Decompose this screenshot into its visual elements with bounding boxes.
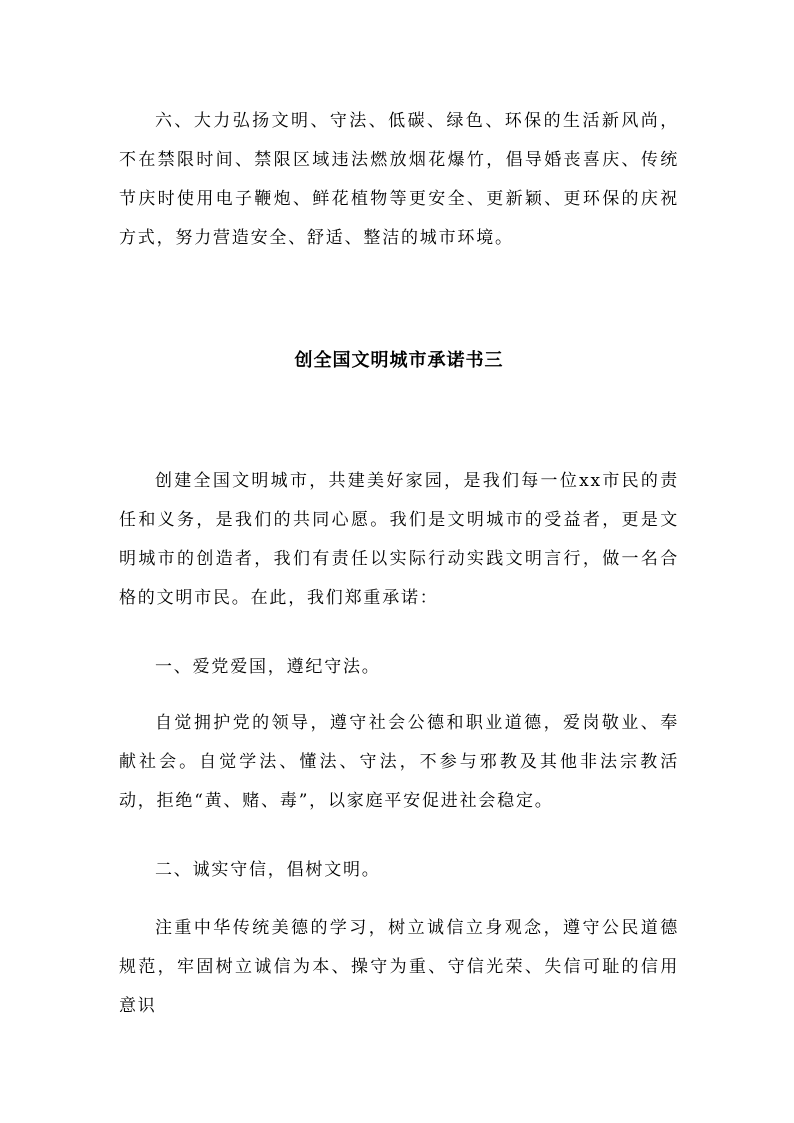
document-title: 创全国文明城市承诺书三: [294, 350, 504, 371]
section-two-heading: 二、诚实守信，倡树文明。: [155, 860, 381, 880]
section-two-body: 注重中华传统美德的学习，树立诚信立身观念，遵守公民道德规范，牢固树立诚信为本、操守为重、守信光荣、失信可耻的信用意识: [119, 918, 679, 1016]
section-one-heading: 一、爱党爱国，遵纪守法。: [155, 657, 381, 677]
paragraph-intro: 创建全国文明城市，共建美好家园，是我们每一位xx市民的责任和义务，是我们的共同心愿。我们是文明城市的受益者，更是文明城市的创造者，我们有责任以实际行动实践文明言行，做一名合格的文明市民。在此，我们郑重承诺：: [119, 471, 679, 608]
section-one-body: 自觉拥护党的领导，遵守社会公德和职业道德，爱岗敬业、奉献社会。自觉学法、懂法、守法，不参与邪教及其他非法宗教活动，拒绝“黄、赌、毒”，以家庭平安促进社会稳定。: [119, 713, 679, 811]
paragraph-section-six: 六、大力弘扬文明、守法、低碳、绿色、环保的生活新风尚，不在禁限时间、禁限区域违法燃放烟花爆竹，倡导婚丧喜庆、传统节庆时使用电子鞭炮、鲜花植物等更安全、更新颖、更环保的庆祝方式，努力营造安全、舒适、整洁的城市环境。: [119, 111, 679, 248]
